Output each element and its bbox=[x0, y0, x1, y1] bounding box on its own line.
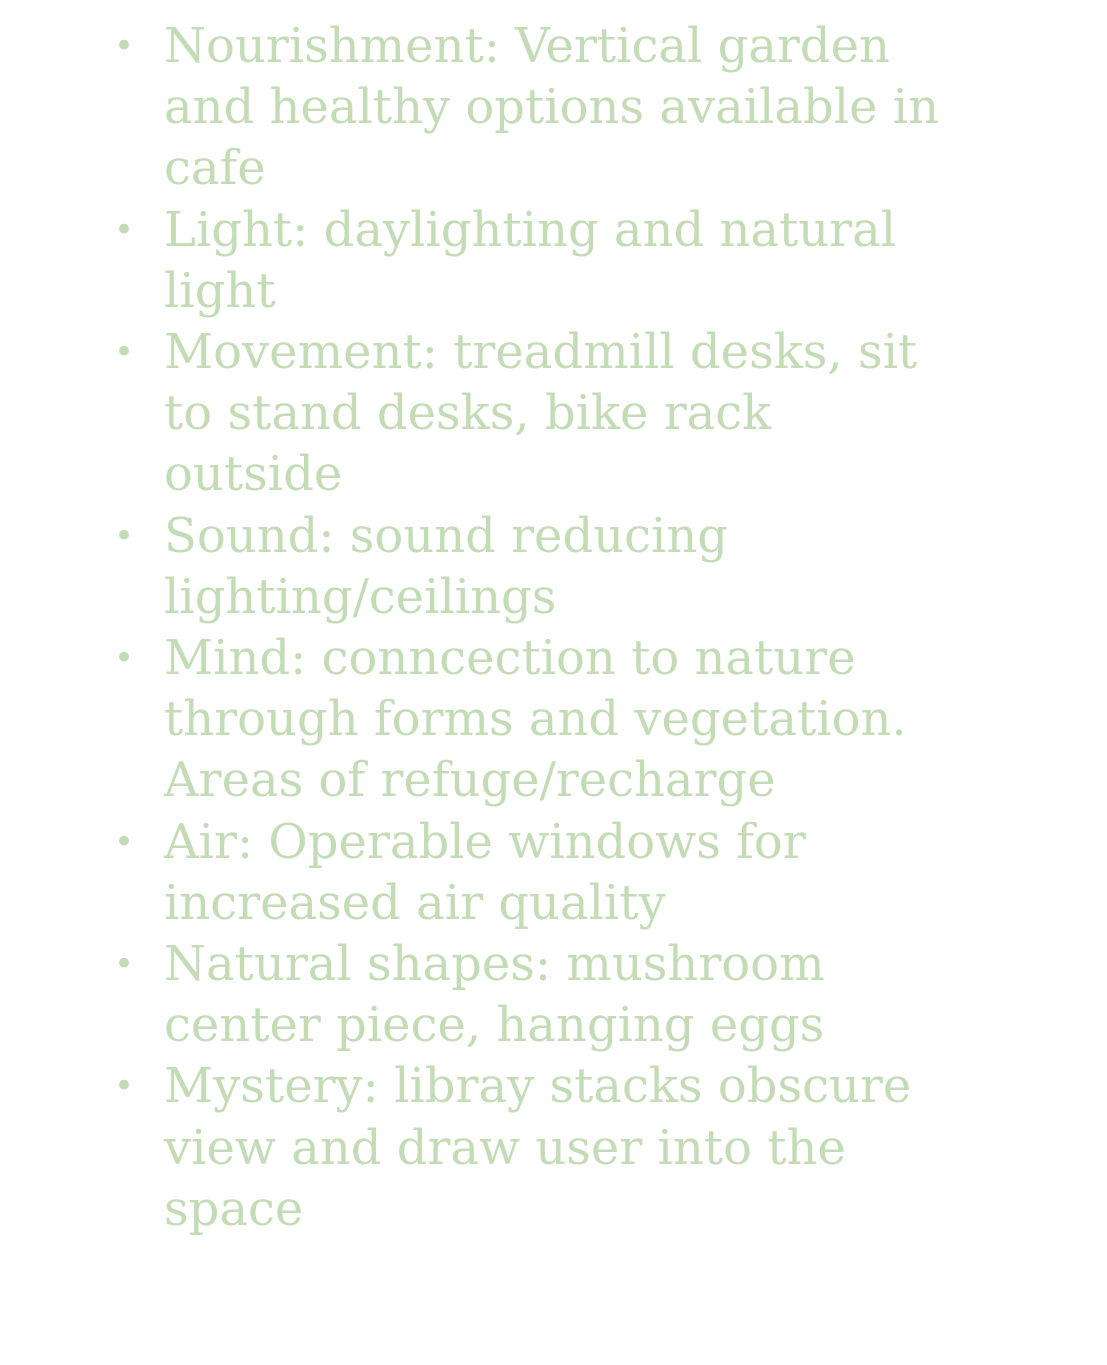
design-features-list bbox=[112, 16, 942, 1240]
list-item-natural-shapes bbox=[112, 934, 942, 1056]
list-item-light bbox=[112, 200, 942, 322]
list-item-sound bbox=[112, 506, 942, 628]
list-item-text: Natural shapes: mushroom center piece, hanging eggs bbox=[164, 936, 825, 1054]
bullet-icon: • bbox=[113, 821, 135, 862]
list-item-text: Light: daylighting and natural light bbox=[164, 201, 897, 319]
list-item-air bbox=[112, 812, 942, 934]
list-item-text: Sound: sound reducing lighting/ceilings bbox=[164, 507, 728, 625]
list-item-movement bbox=[112, 322, 942, 506]
bullet-icon: • bbox=[113, 26, 135, 66]
bullet-icon: • bbox=[113, 1066, 135, 1107]
list-item-nourishment bbox=[112, 16, 942, 200]
bullet-icon: • bbox=[113, 209, 135, 250]
bullet-icon: • bbox=[113, 332, 135, 373]
bullet-icon: • bbox=[113, 515, 135, 556]
list-item-text: Mind: conncection to nature through forms and vegetation. Areas of refuge/recharge bbox=[164, 630, 907, 809]
bullet-icon: • bbox=[113, 944, 135, 985]
list-item-mind bbox=[112, 628, 942, 812]
list-item-text: Nourishment: Vertical garden and healthy options available in cafe bbox=[164, 18, 940, 197]
list-item-text: Air: Operable windows for increased air quality bbox=[164, 813, 806, 931]
list-item-mystery bbox=[112, 1056, 942, 1240]
bullet-icon: • bbox=[113, 638, 135, 679]
list-item-text: Mystery: libray stacks obscure view and draw user into the space bbox=[164, 1058, 912, 1237]
list-item-text: Movement: treadmill desks, sit to stand desks, bike rack outside bbox=[164, 324, 918, 503]
